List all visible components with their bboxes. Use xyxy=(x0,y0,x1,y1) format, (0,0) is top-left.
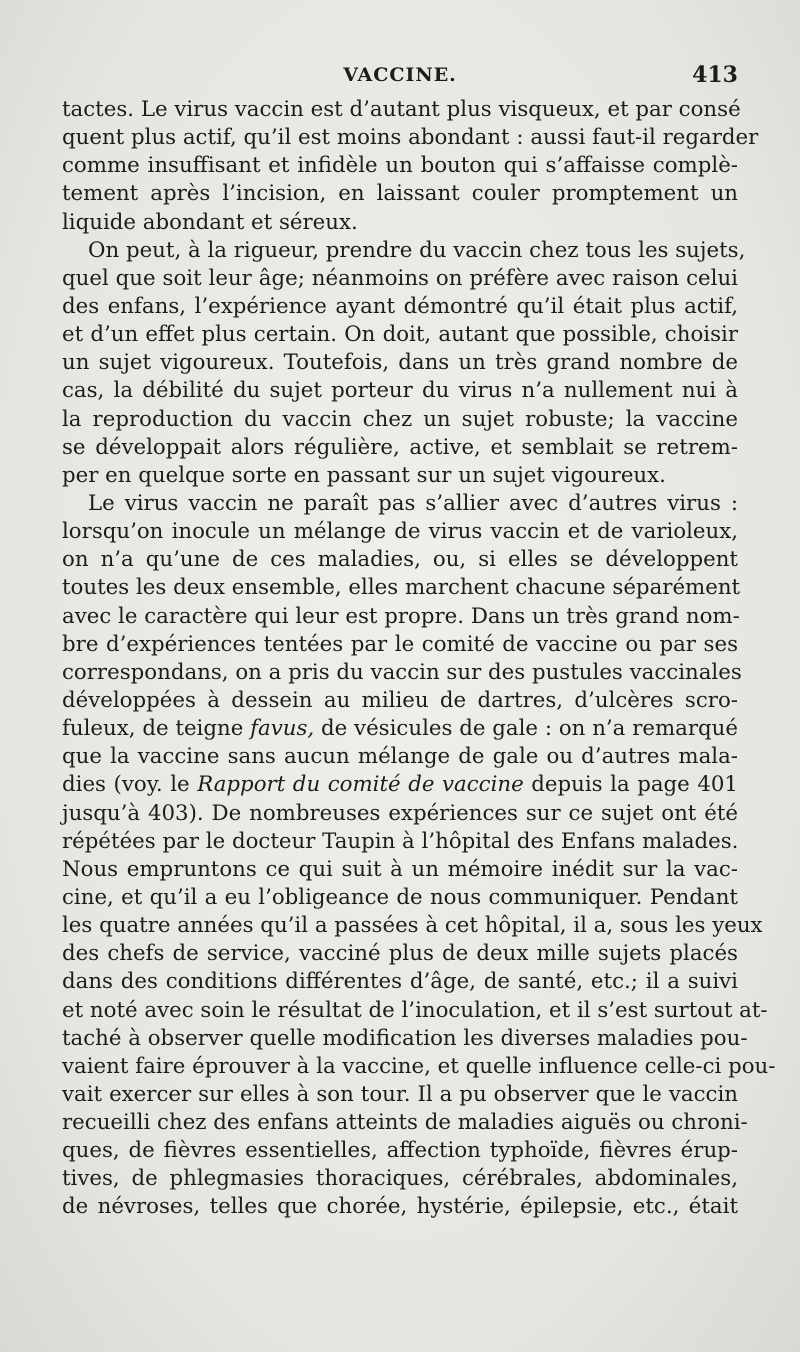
text-line: jusqu’à 403). De nombreuses expériences sur ce sujet ont été xyxy=(62,800,738,826)
text-line: tactes. Le virus vaccin est d’autant plus visqueux, et par consé xyxy=(62,97,741,122)
text-line: les quatre années qu’il a passées à cet hôpital, il a, sous les yeux xyxy=(62,913,763,939)
text-line: que la vaccine sans aucun mélange de gale ou d’autres mala- xyxy=(62,744,738,770)
text-line: et d’un effet plus certain. On doit, autant que possible, choisir xyxy=(62,322,738,348)
text-line: de névroses, telles que chorée, hystérie, épilepsie, etc., était xyxy=(62,1194,738,1220)
text-line: taché à observer quelle modification les diverses maladies pou- xyxy=(62,1025,748,1051)
body-text xyxy=(62,96,776,1222)
text-line: ques, de fièvres essentielles, affection typhoïde, fièvres érup- xyxy=(62,1138,738,1164)
text-line: on n’a qu’une de ces maladies, ou, si elles se développent xyxy=(62,547,738,573)
text-line: et noté avec soin le résultat de l’inoculation, et il s’est surtout at- xyxy=(62,997,768,1023)
text-line: tives, de phlegmasies thoraciques, cérébrales, abdominales, xyxy=(62,1166,738,1192)
text-line: vait exercer sur elles à son tour. Il a pu observer que le vaccin xyxy=(62,1081,738,1107)
page-number: 413 xyxy=(692,62,738,88)
text-line: des enfans, l’expérience ayant démontré qu’il était plus actif, xyxy=(62,293,738,319)
text-run: de vésicules de gale : on n’a remarqué xyxy=(314,716,739,742)
text-run: dies (voy. le xyxy=(62,772,198,798)
text-line: On peut, à la rigueur, prendre du vaccin chez tous les sujets, xyxy=(88,237,746,263)
text-run: depuis la page 401 xyxy=(523,772,738,798)
text-line: quent plus actif, qu’il est moins abondant : aussi faut-il regarder xyxy=(62,125,759,151)
text-line: vaient faire éprouver à la vaccine, et quelle influence celle-ci pou- xyxy=(62,1053,776,1079)
text-line: cine, et qu’il a eu l’obligeance de nous communiquer. Pendant xyxy=(62,884,738,910)
running-head: VACCINE. xyxy=(343,64,457,86)
text-line: toutes les deux ensemble, elles marchent chacune séparément xyxy=(62,575,741,601)
text-line: tement après l’incision, en laissant couler promptement un xyxy=(62,181,738,207)
text-line: quel que soit leur âge; néanmoins on préfère avec raison celui xyxy=(62,265,738,291)
text-line: bre d’expériences tentées par le comité de vaccine ou par ses xyxy=(62,631,738,657)
italic-text-run: Rapport du comité de vaccine xyxy=(197,772,524,798)
text-line: liquide abondant et séreux. xyxy=(62,209,358,235)
text-line: Le virus vaccin ne paraît pas s’allier avec d’autres virus : xyxy=(88,490,738,516)
text-line: comme insuffisant et infidèle un bouton qui s’affaisse complè- xyxy=(62,153,738,179)
italic-text-run: favus, xyxy=(250,716,315,742)
text-line: Nous empruntons ce qui suit à un mémoire inédit sur la vac- xyxy=(62,856,738,882)
text-line: per en quelque sorte en passant sur un sujet vigoureux. xyxy=(62,462,666,488)
text-line xyxy=(62,771,738,799)
text-line: dans des conditions différentes d’âge, de santé, etc.; il a suivi xyxy=(62,969,738,995)
text-line: avec le caractère qui leur est propre. Dans un très grand nom- xyxy=(62,603,740,629)
text-line: lorsqu’on inocule un mélange de virus vaccin et de varioleux, xyxy=(62,519,738,545)
text-line: recueilli chez des enfans atteints de maladies aiguës ou chroni- xyxy=(62,1110,748,1136)
text-line: répétées par le docteur Taupin à l’hôpital des Enfans malades. xyxy=(62,828,739,854)
text-line: se développait alors régulière, active, et semblait se retrem- xyxy=(62,434,738,460)
text-line: des chefs de service, vacciné plus de deux mille sujets placés xyxy=(62,941,738,967)
text-line: correspondans, on a pris du vaccin sur des pustules vaccinales xyxy=(62,659,742,685)
text-line: un sujet vigoureux. Toutefois, dans un très grand nombre de xyxy=(62,350,738,376)
text-line: développées à dessein au milieu de dartres, d’ulcères scro- xyxy=(62,687,738,713)
text-run: fuleux, de teigne xyxy=(62,716,251,742)
text-line xyxy=(62,715,738,743)
page-header xyxy=(62,62,738,92)
text-line: la reproduction du vaccin chez un sujet robuste; la vaccine xyxy=(62,406,738,432)
text-line: cas, la débilité du sujet porteur du virus n’a nullement nui à xyxy=(62,378,738,404)
